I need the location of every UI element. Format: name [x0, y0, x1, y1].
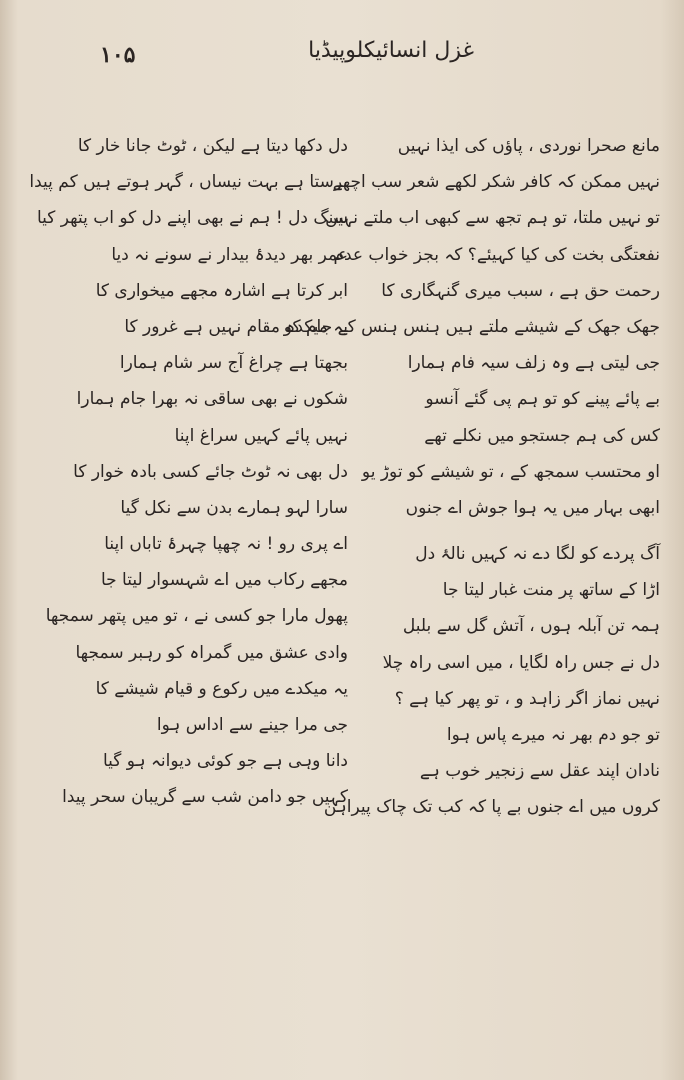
verse-line: ابر کرتا ہے اشارہ مجھے میخواری کا [95, 280, 348, 301]
verse-line: مجھے رکاب میں اے شہسوار لیتا جا [100, 570, 348, 591]
verse-line: جی لیتی ہے وہ زلف سیہ فام ہمارا [407, 353, 660, 374]
verse-line: جھک جھک کے شیشے ملتے ہیں ہنس ہنس کے جام کو [283, 316, 660, 337]
verse-line: جی مرا جینے سے اداس ہوا [156, 715, 348, 735]
verse-line: رحمت حق ہے ، سبب میری گنہگاری کا [381, 280, 660, 301]
verse-line: نہیں ممکن کہ کافر شکر لکھے شعر سب اچھے [332, 172, 660, 193]
verse-line: عمر بھر دیدۂ بیدار نے سونے نہ دیا [111, 244, 348, 265]
verse-line: تو نہیں ملتا، تو ہم تجھ سے کبھی اب ملتے نہیں [325, 208, 660, 229]
left-column [29, 128, 348, 816]
verse-line: سارا لہو ہمارے بدن سے نکل گیا [120, 497, 348, 518]
verse-line: ہمہ تن آبلہ ہوں ، آتش گل سے بلبل [402, 616, 660, 637]
verse-line: بجھتا ہے چراغ آج سر شام ہمارا [119, 353, 348, 374]
verse-line: دل بھی نہ ٹوٹ جائے کسی بادہ خوار کا [73, 461, 348, 482]
verse-line: کس کی ہم جستجو میں نکلے تھے [424, 425, 660, 446]
verse-line: دل نے جس راہ لگایا ، میں اسی راہ چلا [382, 652, 660, 673]
verse-line: اے پری رو ! نہ چھپا چہرۂ تاباں اپنا [104, 534, 348, 555]
verse-line: وادی عشق میں گمراہ کو رہبر سمجھا [75, 642, 348, 663]
verse-line: سنگ دل ! ہم نے بھی اپنے دل کو اب پتھر کیا [36, 208, 348, 229]
verse-line: شکوں نے بھی ساقی نہ بھرا جام ہمارا [76, 389, 348, 410]
verse-line: دانا وہی ہے جو کوئی دیوانہ ہو گیا [102, 751, 348, 772]
verse-line: مانع صحرا نوردی ، پاؤں کی ایذا نہیں [397, 136, 660, 156]
verse-line: برستا ہے بہت نیساں ، گہر ہوتے ہیں کم پیدا [29, 172, 348, 193]
verse-line: ابھی بہار میں یہ ہوا جوش اے جنوں [405, 497, 660, 518]
verse-line: نفعتگی بخت کی کیا کہیئے؟ کہ بجز خواب عدم [333, 244, 660, 265]
verse-line: آگ پردے کو لگا دے نہ کہیں نالۂ دل [415, 544, 660, 565]
verse-line: نہیں نماز اگر زاہد و ، تو پھر کیا ہے ؟ [394, 688, 660, 709]
verse-line: یہ میکدے میں رکوع و قیام شیشے کا [95, 678, 348, 699]
verse-line: نادان اپند عقل سے زنجیر خوب ہے [419, 761, 660, 782]
right-column [283, 128, 660, 826]
page-number: ۱۰۵ [100, 42, 136, 68]
verse-line: پھول مارا جو کسی نے ، تو میں پتھر سمجھا [45, 606, 348, 627]
verse-line: تو جو دم بھر نہ میرے پاس ہوا [446, 725, 660, 745]
running-title: غزل انسائیکلوپیڈیا [308, 38, 474, 63]
verse-line: دل دکھا دیتا ہے لیکن ، ٹوٹ جانا خار کا [77, 136, 348, 156]
verse-line: کروں میں اے جنوں بے پا کہ کب تک چاک پیراہن [323, 797, 660, 818]
verse-line: اڑا کے ساتھ پر منت غبار لیتا جا [442, 580, 660, 601]
page-header [0, 38, 684, 78]
verse-line: کہیں جو دامن شب سے گریبان سحر پیدا [62, 787, 348, 808]
verse-line: نہیں پائے کہیں سراغ اپنا [174, 425, 348, 446]
verse-line: یہ میکدہ مقام نہیں ہے غرور کا [124, 316, 348, 337]
verse-line: او محتسب سمجھ کے ، تو شیشے کو توڑ یو [361, 461, 660, 482]
verse-line: بے پائے پینے کو تو ہم پی گئے آنسو [425, 389, 660, 410]
